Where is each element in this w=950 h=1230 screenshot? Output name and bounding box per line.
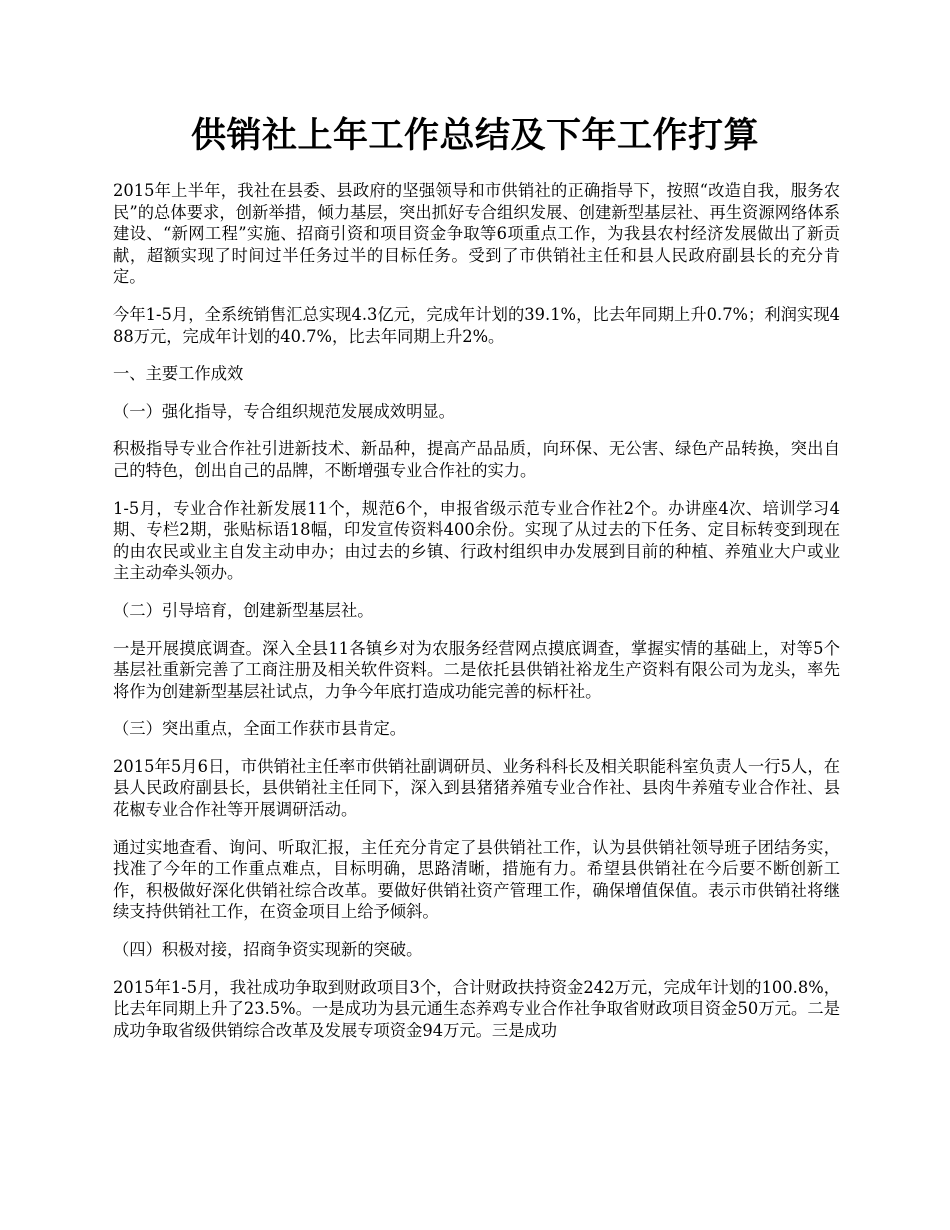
section-heading: 一、主要工作成效 <box>113 364 244 384</box>
document-body <box>113 180 840 1057</box>
paragraph: 积极指导专业合作社引进新技术、新品种，提高产品品质，向环保、无公害、绿色产品转换，突出自己的特色，创出自己的品牌，不断增强专业合作社的实力。 <box>113 439 840 480</box>
paragraph: 2015年上半年，我社在县委、县政府的坚强领导和市供销社的正确指导下，按照“改造自我，服务农民”的总体要求，创新举措，倾力基层，突出抓好专合组织发展、创建新型基层社、再生资源网络体系建设、“新网工程”实施、招商引资和项目资金争取等6项重点工作，为我县农村经济发展做出了新贡献，超额实现了时间过半任务过半的目标任务。受到了市供销社主任和县人民政府副县长的充分肯定。 <box>113 181 840 287</box>
document-title: 供销社上年工作总结及下年工作打算 <box>190 116 759 156</box>
subsection-heading: （一）强化指导，专合组织规范发展成效明显。 <box>113 401 455 421</box>
paragraph: 2015年1-5月，我社成功争取到财政项目3个，合计财政扶持资金242万元，完成年计划的100.8%，比去年同期上升了23.5%。一是成功为县元通生态养鸡专业合作社争取省财政项目资金50万元。二是成功争取省级供销综合改革及发展专项资金94万元。三是成功 <box>113 977 840 1040</box>
subsection-heading: （二）引导培育，创建新型基层社。 <box>113 600 374 620</box>
paragraph: 1-5月，专业合作社新发展11个，规范6个，申报省级示范专业合作社2个。办讲座4次、培训学习4期、专栏2期，张贴标语18幅，印发宣传资料400余份。实现了从过去的下任务、定目标转变到现在的由农民或业主自发主动申办；由过去的乡镇、行政村组织申办发展到目前的种植、养殖业大户或业主主动牵头领办。 <box>113 498 840 583</box>
paragraph: 今年1-5月，全系统销售汇总实现4.3亿元，完成年计划的39.1%，比去年同期上升0.7%；利润实现488万元，完成年计划的40.7%，比去年同期上升2%。 <box>113 304 840 346</box>
paragraph: 通过实地查看、询问、听取汇报，主任充分肯定了县供销社工作，认为县供销社领导班子团结务实，找准了今年的工作重点难点，目标明确，思路清晰，措施有力。希望县供销社在今后要不断创新工作，积极做好深化供销社综合改革。要做好供销社资产管理工作，确保增值保值。表示市供销社将继续支持供销社工作，在资金项目上给予倾斜。 <box>113 837 840 922</box>
paragraph: 一是开展摸底调查。深入全县11各镇乡对为农服务经营网点摸底调查，掌握实情的基础上，对等5个基层社重新完善了工商注册及相关软件资料。二是依托县供销社裕龙生产资料有限公司为龙头，率先将作为创建新型基层社试点，力争今年底打造成功能完善的标杆社。 <box>113 638 840 701</box>
subsection-heading: （四）积极对接，招商争资实现新的突破。 <box>113 940 423 960</box>
subsection-heading: （三）突出重点，全面工作获市县肯定。 <box>113 719 407 739</box>
paragraph: 2015年5月6日，市供销社主任率市供销社副调研员、业务科科长及相关职能科室负责人一行5人，在县人民政府副县长，县供销社主任同下，深入到县猪猪养殖专业合作社、县肉牛养殖专业合作社、县花椒专业合作社等开展调研活动。 <box>113 756 840 820</box>
